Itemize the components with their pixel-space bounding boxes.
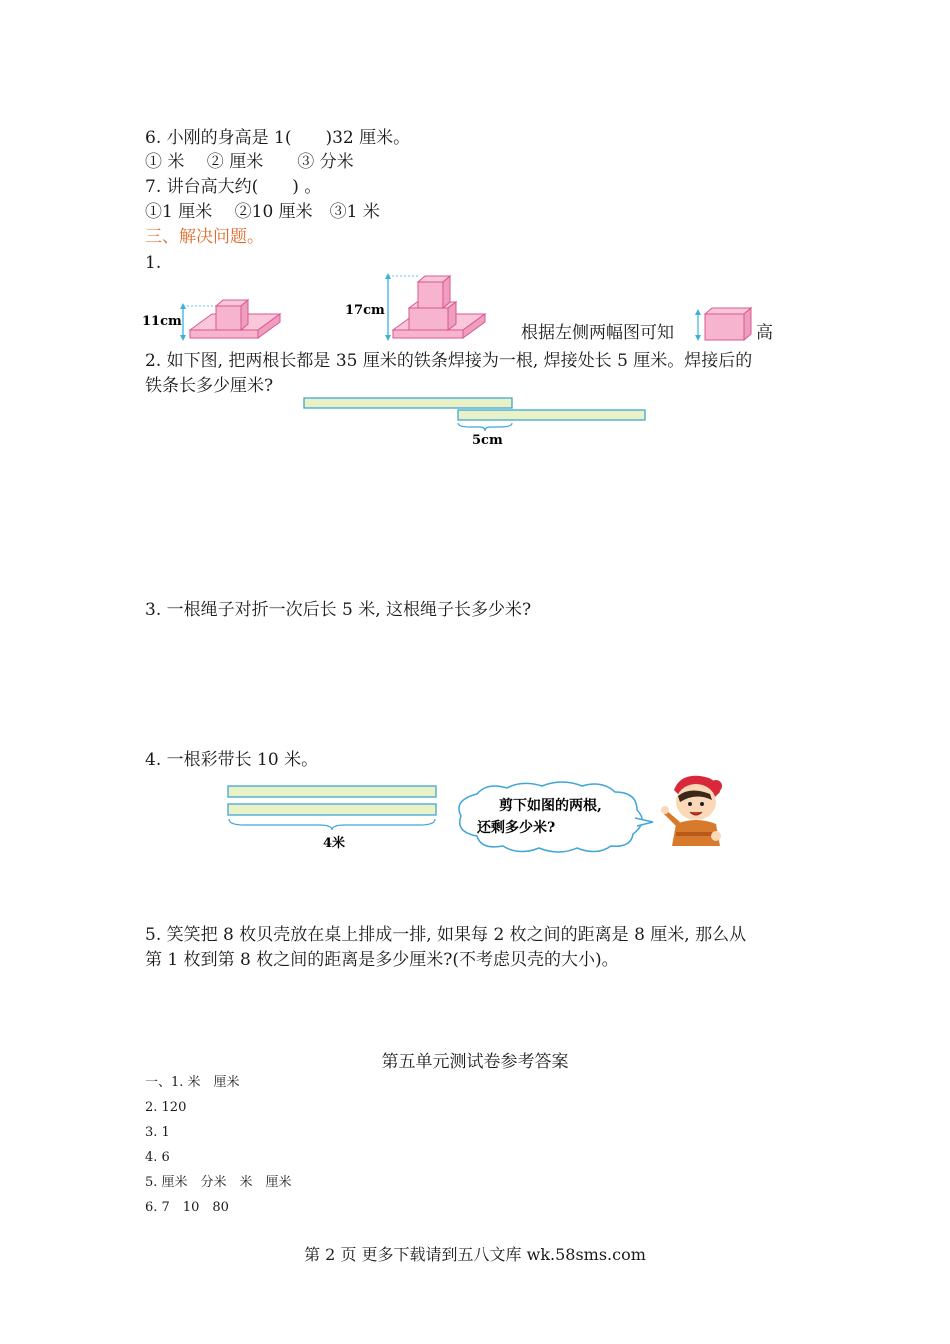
block-figure-b — [343, 270, 493, 343]
problem-5-line-1: 5. 笑笑把 8 枚贝壳放在桌上排成一排, 如果每 2 枚之间的距离是 8 厘米, 那么从 — [145, 925, 747, 945]
ribbons-figure — [224, 782, 444, 854]
height-label-11cm: 11cm — [142, 314, 182, 329]
welded-bars-figure — [300, 394, 652, 450]
height-label-17cm: 17cm — [345, 303, 385, 318]
question-7-options: ①1 厘米 ②10 厘米 ③1 米 — [145, 202, 380, 222]
ribbon-1 — [228, 786, 436, 797]
ribbon-length-label: 4米 — [323, 836, 346, 851]
problem-1-number: 1. — [145, 253, 162, 273]
problem-2-line-1: 2. 如下图, 把两根长都是 35 厘米的铁条焊接为一根, 焊接处长 5 厘米。焊接后的 — [145, 351, 753, 371]
section-3-title: 三、解决问题。 — [145, 227, 264, 247]
iron-bar-2 — [458, 410, 645, 420]
answer-line: 5. 厘米 分米 米 厘米 — [145, 1175, 292, 1190]
overlap-label: 5cm — [472, 433, 503, 448]
problem-4: 4. 一根彩带长 10 米。 — [145, 750, 319, 770]
answer-line: 一、1. 米 厘米 — [145, 1075, 240, 1090]
problem-5-line-2: 第 1 枚到第 8 枚之间的距离是多少厘米?(不考虑贝壳的大小)。 — [145, 950, 619, 970]
bubble-line-1: 剪下如图的两根, — [499, 798, 602, 814]
problem-1-text-end: 高 — [756, 323, 773, 343]
question-7: 7. 讲台高大约( ) 。 — [145, 177, 322, 197]
block-figure-a — [140, 288, 290, 343]
cartoon-child-icon — [660, 772, 728, 848]
small-block-figure — [693, 304, 755, 344]
page-footer: 第 2 页 更多下载请到五八文库 wk.58sms.com — [304, 1245, 646, 1264]
problem-2-line-2: 铁条长多少厘米? — [145, 376, 274, 396]
problem-3: 3. 一根绳子对折一次后长 5 米, 这根绳子长多少米? — [145, 600, 532, 620]
speech-bubble — [447, 778, 657, 856]
ribbon-2 — [228, 804, 436, 815]
iron-bar-1 — [304, 398, 512, 408]
length-brace-icon — [229, 819, 435, 830]
question-6-options: ① 米 ② 厘米 ③ 分米 — [145, 152, 354, 172]
answer-line: 2. 120 — [145, 1100, 187, 1115]
answer-line: 3. 1 — [145, 1125, 170, 1140]
bubble-line-2: 还剩多少米? — [477, 820, 556, 836]
answer-line: 4. 6 — [145, 1150, 170, 1165]
overlap-brace-icon — [458, 423, 512, 431]
problem-1-text: 根据左侧两幅图可知 — [521, 323, 674, 343]
answers-title: 第五单元测试卷参考答案 — [381, 1052, 569, 1072]
answer-line: 6. 7 10 80 — [145, 1200, 229, 1215]
question-6: 6. 小刚的身高是 1( )32 厘米。 — [145, 128, 411, 148]
